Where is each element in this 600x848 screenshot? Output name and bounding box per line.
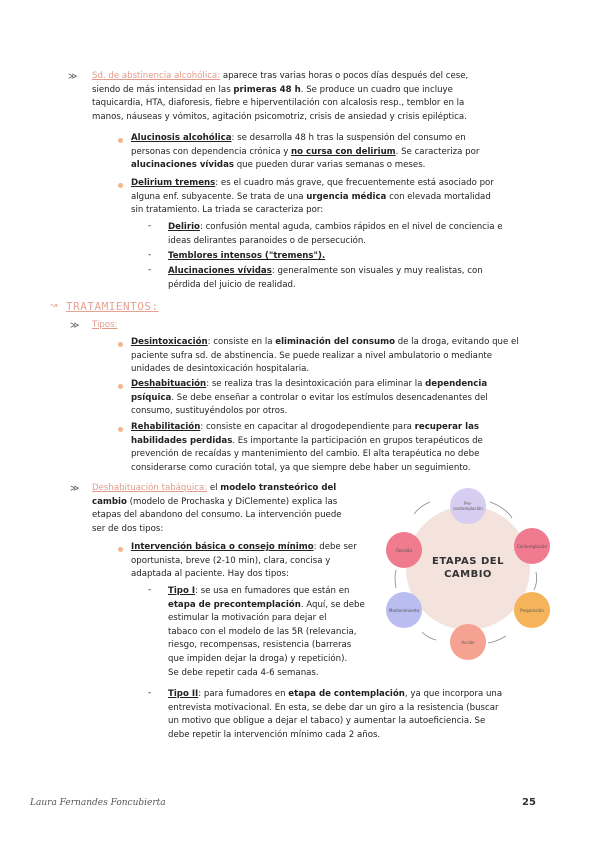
- dash-bullet: -: [148, 250, 152, 260]
- temblores-item: Temblores intensos ("tremens").: [168, 251, 326, 261]
- tipos-label: Tipos:: [92, 320, 118, 330]
- deshabituacion-paragraph: Deshabituación: se realiza tras la desintoxicación para eliminar la dependencia psíquica. Se debe enseñar a controlar o evitar los estímulos desencadenantes del consumo, sustituyéndolos por otros.: [131, 379, 488, 417]
- swirl-arrow-icon: ↝: [50, 301, 58, 311]
- bullet-dot-icon: [118, 138, 123, 143]
- node-precontemplacion: Pre-contemplación: [450, 488, 486, 524]
- node-preparacion: Preparación: [514, 592, 550, 628]
- node-mantenimiento: Mantenimiento: [386, 592, 422, 628]
- tabaquica-paragraph: Deshabituación tabáquica: el modelo transteórico del cambio (modelo de Prochaska y DiClemente) explica las etapas del abandono del consumo. La intervención puede ser de dos tipos:: [92, 483, 342, 534]
- bullet-dot-icon: [118, 183, 123, 188]
- bullet-dot-icon: [118, 384, 123, 389]
- cycle-arrow-4: [422, 632, 436, 640]
- alucinaciones-item: Alucinaciones vívidas: generalmente son visuales y muy realistas, con pérdida del juicio de realidad.: [168, 266, 483, 290]
- arrow-bullet-icon: ≫: [70, 321, 80, 331]
- tipo2-paragraph: Tipo II: para fumadores en etapa de contemplación, ya que incorpora una entrevista motivacional. En esta, se debe dar un giro a la resistencia (buscar un motivo que obligue a dejar el tabaco) y aumentar la autoeficiencia. Se debe repetir la intervención mínimo cada 2 años.: [168, 689, 503, 740]
- footer-author: Laura Fernandes Foncubierta: [30, 798, 166, 808]
- dash-bullet: -: [148, 265, 152, 275]
- abstinencia-paragraph: Sd. de abstinencia alcohólica: aparece tras varias horas o pocos días después del cese, siendo de más intensidad en las primeras 48 h. Se produce un cuadro que incluye taquicardia, HTA, diaforesis, fiebre e hiperventilación con alcalosis resp., temblor en la manos, náuseas y vómitos, agitación psicomotriz, crisis de ansiedad y crisis epiléptica.: [92, 71, 469, 122]
- cycle-center-title: ETAPAS DEL CAMBIO: [432, 556, 504, 580]
- bullet-dot-icon: [118, 547, 123, 552]
- node-accion: Acción: [450, 624, 486, 660]
- desintoxicacion-paragraph: Desintoxicación: consiste en la eliminación del consumo de la droga, evitando que el paciente sufra sd. de abstinencia. Se puede realizar a nivel ambulatorio o mediante unidades de desintoxicación hospitalaria.: [131, 337, 519, 375]
- rehabilitacion-paragraph: Rehabilitación: consiste en capacitar al drogodependiente para recuperar las habilidades perdidas. Es importante la participación en grupos terapéuticos de prevención de recaídas y mantenimiento del cambio. El alta terapéutica no debe considerarse como curación total, ya que siempre debe haber un seguimiento.: [131, 422, 483, 473]
- arrow-bullet-icon: ≫: [70, 484, 80, 494]
- delirio-item: Delirio: confusión mental aguda, cambios rápidos en el nivel de conciencia e ideas delirantes paranoides o de persecución.: [168, 222, 503, 246]
- cycle-arrow-2: [534, 572, 537, 590]
- node-recaida: Recaída: [386, 532, 422, 568]
- section-title-tratamientos: TRATAMIENTOS:: [66, 300, 159, 313]
- dash-bullet: -: [148, 585, 152, 595]
- delirium-paragraph: Delirium tremens: es el cuadro más grave, que frecuentemente está asociado por alguna enf. subyacente. Se trata de una urgencia médica con elevada mortalidad sin tratamiento. La triada se caracteriza por:: [131, 178, 494, 216]
- dash-bullet: -: [148, 221, 152, 231]
- page-number: 25: [522, 797, 536, 808]
- cycle-arrow-5: [395, 570, 396, 588]
- etapas-del-cambio-diagram: [388, 488, 548, 650]
- node-contemplacion: Contemplación: [514, 528, 550, 564]
- arrow-bullet-icon: ≫: [68, 72, 78, 82]
- alucinosis-paragraph: Alucinosis alcohólica: se desarrolla 48 h tras la suspensión del consumo en personas con dependencia crónica y no cursa con delirium. Se caracteriza por alucinaciones vívidas que pueden durar varias semanas o meses.: [131, 133, 480, 171]
- bullet-dot-icon: [118, 342, 123, 347]
- dash-bullet: -: [148, 688, 152, 698]
- cycle-arrow-6: [414, 502, 430, 514]
- cycle-arrow-3: [488, 636, 506, 643]
- intervencion-paragraph: Intervención básica o consejo mínimo: debe ser oportunista, breve (2-10 min), clara, concisa y adaptada al paciente. Hay dos tipos:: [131, 542, 357, 580]
- bullet-dot-icon: [118, 427, 123, 432]
- tipo1-paragraph: Tipo I: se usa en fumadores que están en etapa de precontemplación. Aquí, se debe estimular la motivación para dejar el tabaco con el modelo de las 5R (relevancia, riesgo, recompensas, resistencia (barreras que impiden dejar la droga) y repetición). Se debe repetir cada 4-6 semanas.: [168, 586, 365, 678]
- abstinencia-label: Sd. de abstinencia alcohólica:: [92, 71, 221, 81]
